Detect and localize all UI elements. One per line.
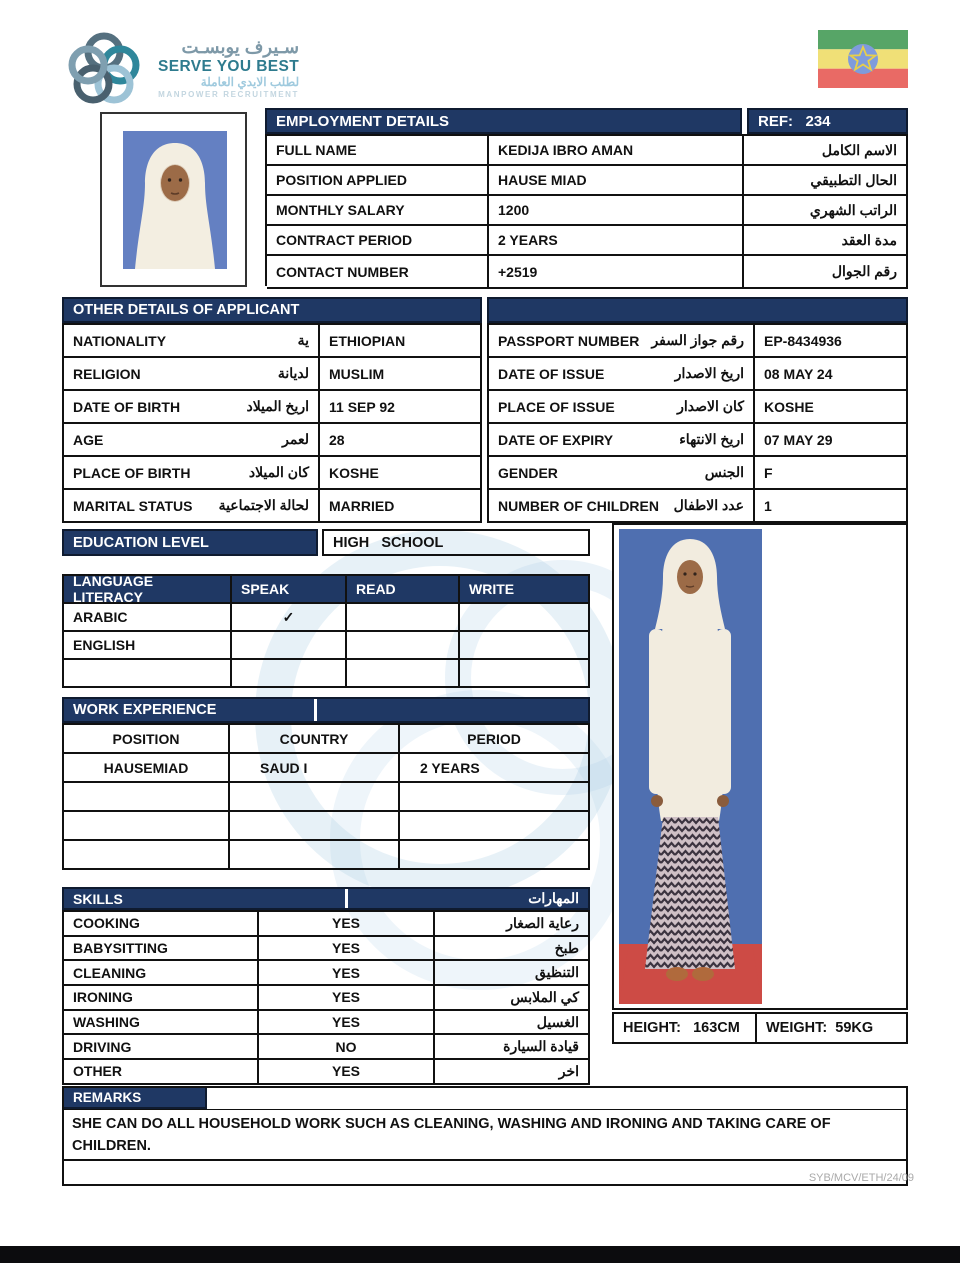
read-cell xyxy=(347,660,460,688)
field-label-arabic: لديانة xyxy=(277,365,309,381)
remarks-text-cell xyxy=(64,1109,906,1161)
language-name: ARABIC xyxy=(64,604,232,632)
speak-checkmark: ✓ xyxy=(232,604,347,632)
read-cell xyxy=(347,604,460,632)
full-body-photo xyxy=(619,529,762,1004)
write-cell xyxy=(460,632,590,660)
speak-cell xyxy=(232,632,347,660)
language-literacy-table xyxy=(62,574,590,688)
document-code: SYB/MCV/ETH/24/09 xyxy=(808,1172,914,1184)
work-experience-title: WORK EXPERIENCE xyxy=(73,702,217,718)
work-experience-table xyxy=(62,723,590,870)
field-label-arabic: الاسم الكامل xyxy=(744,136,908,166)
field-label-arabic: اريخ الاصدار xyxy=(674,365,744,381)
skill-label: COOKING xyxy=(64,912,259,937)
field-value: 08 MAY 24 xyxy=(755,358,908,391)
field-label-arabic: الجنس xyxy=(704,464,744,480)
skills-title: SKILLS xyxy=(73,890,123,907)
field-value: ETHIOPIAN xyxy=(320,325,482,358)
skill-label: BABYSITTING xyxy=(64,937,259,962)
portrait-photo xyxy=(123,131,227,269)
write-cell xyxy=(460,604,590,632)
field-value: 1200 xyxy=(489,196,744,226)
weight-value: WEIGHT: 59KG xyxy=(757,1014,908,1044)
skill-value: YES xyxy=(259,1060,435,1085)
skill-value: YES xyxy=(259,937,435,962)
skills-title-arabic: المهارات xyxy=(528,890,579,906)
skill-label: OTHER xyxy=(64,1060,259,1085)
field-value: HAUSE MIAD xyxy=(489,166,744,196)
skill-arabic: الغسيل xyxy=(435,1011,590,1036)
column-header: WRITE xyxy=(460,576,590,604)
field-label-arabic: كان الميلاد xyxy=(248,464,309,480)
employment-details-header xyxy=(265,108,742,134)
skill-label: IRONING xyxy=(64,986,259,1011)
period-cell xyxy=(400,783,590,812)
employment-table xyxy=(265,134,908,286)
field-label-arabic: كان الاصدار xyxy=(677,398,744,414)
field-label-arabic: اريخ الانتهاء xyxy=(679,431,744,447)
field-value: KOSHE xyxy=(755,391,908,424)
logo-english-subtitle: MANPOWER RECRUITMENT xyxy=(158,89,300,99)
column-header: POSITION xyxy=(64,725,230,754)
logo-arabic-title: سـيرف يوبسـت xyxy=(181,37,300,58)
country-cell xyxy=(230,783,400,812)
remarks-text: SHE CAN DO ALL HOUSEHOLD WORK SUCH AS CLEANING, WASHING AND IRONING AND TAKING CARE OF CHILDREN. xyxy=(72,1116,831,1154)
full-body-photo-frame xyxy=(612,523,908,1010)
employment-details-title: EMPLOYMENT DETAILS xyxy=(276,112,450,130)
skill-value: YES xyxy=(259,961,435,986)
ref-number-cell xyxy=(747,108,908,134)
skill-arabic: قيادة السيارة xyxy=(435,1035,590,1060)
header-divider xyxy=(345,889,348,908)
skill-label: CLEANING xyxy=(64,961,259,986)
logo-text-block xyxy=(158,22,299,114)
country-cell xyxy=(230,841,400,870)
field-value: EP-8434936 xyxy=(755,325,908,358)
field-label: GENDER xyxy=(498,464,558,481)
education-level-value: HIGH SCHOOL xyxy=(333,534,444,551)
read-cell xyxy=(347,632,460,660)
field-label-arabic: اريخ الميلاد xyxy=(246,398,309,414)
field-label-arabic: رقم جواز السفر xyxy=(651,332,744,348)
other-details-title: OTHER DETAILS OF APPLICANT xyxy=(73,302,300,318)
field-value: F xyxy=(755,457,908,490)
field-label: NATIONALITY xyxy=(73,332,167,349)
field-value: +2519 xyxy=(489,256,744,289)
field-label-arabic: مدة العقد xyxy=(744,226,908,256)
other-details-left-table xyxy=(62,323,482,523)
field-label-arabic: ية xyxy=(297,332,309,348)
remarks-empty-row xyxy=(64,1161,906,1183)
field-value: 28 xyxy=(320,424,482,457)
field-label-arabic: لعمر xyxy=(282,431,309,447)
field-value: KOSHE xyxy=(320,457,482,490)
skill-arabic: كي الملابس xyxy=(435,986,590,1011)
height-value: HEIGHT: 163CM xyxy=(614,1014,757,1044)
skill-label: WASHING xyxy=(64,1011,259,1036)
other-details-right-table xyxy=(487,323,908,523)
field-value: 11 SEP 92 xyxy=(320,391,482,424)
remarks-section xyxy=(62,1086,908,1186)
field-label: PLACE OF ISSUE xyxy=(498,398,615,415)
physical-stats-row xyxy=(612,1012,908,1044)
write-cell xyxy=(460,660,590,688)
field-label: DATE OF ISSUE xyxy=(498,365,605,382)
skill-label: DRIVING xyxy=(64,1035,259,1060)
education-level-header xyxy=(62,529,318,556)
position-cell xyxy=(64,841,230,870)
field-label: POSITION APPLIED xyxy=(267,166,489,196)
language-name: ENGLISH xyxy=(64,632,232,660)
column-header: READ xyxy=(347,576,460,604)
education-level-label: EDUCATION LEVEL xyxy=(73,534,209,551)
field-value: 2 YEARS xyxy=(489,226,744,256)
field-label: MARITAL STATUS xyxy=(73,497,193,514)
remarks-header xyxy=(64,1088,207,1109)
period-cell xyxy=(400,841,590,870)
skills-header xyxy=(62,887,590,910)
portrait-photo-frame xyxy=(100,112,247,287)
period-cell: 2 YEARS xyxy=(400,754,590,783)
field-label-arabic: الراتب الشهري xyxy=(744,196,908,226)
field-label: AGE xyxy=(73,431,104,448)
field-value: 07 MAY 29 xyxy=(755,424,908,457)
field-label: PASSPORT NUMBER xyxy=(498,332,640,349)
field-label: DATE OF BIRTH xyxy=(73,398,181,415)
country-cell: SAUD I xyxy=(230,754,400,783)
field-label: PLACE OF BIRTH xyxy=(73,464,191,481)
ref-number: REF: 234 xyxy=(758,112,831,130)
logo-arabic-subtitle: لطلب الايدي العاملة xyxy=(200,74,300,89)
page-bottom-bar xyxy=(0,1246,960,1263)
skills-table xyxy=(62,910,590,1085)
skill-value: YES xyxy=(259,1011,435,1036)
logo-knot-icon xyxy=(58,22,150,114)
other-details-header-right xyxy=(487,297,908,323)
field-label-arabic: الحال التطبيقي xyxy=(744,166,908,196)
field-label: NUMBER OF CHILDREN xyxy=(498,497,659,514)
field-label: CONTRACT PERIOD xyxy=(267,226,489,256)
position-cell: HAUSEMIAD xyxy=(64,754,230,783)
skill-arabic: رعاية الصغار xyxy=(435,912,590,937)
skill-arabic: اخر xyxy=(435,1060,590,1085)
skill-value: YES xyxy=(259,912,435,937)
language-name xyxy=(64,660,232,688)
field-label-arabic: لحالة الاجتماعية xyxy=(218,497,309,513)
period-cell xyxy=(400,812,590,841)
skill-value: YES xyxy=(259,986,435,1011)
skill-arabic: طبخ xyxy=(435,937,590,962)
field-label: CONTACT NUMBER xyxy=(267,256,489,289)
country-cell xyxy=(230,812,400,841)
column-header: PERIOD xyxy=(400,725,590,754)
field-label: RELIGION xyxy=(73,365,141,382)
logo-english-title: SERVE YOU BEST xyxy=(158,57,300,75)
field-label: DATE OF EXPIRY xyxy=(498,431,614,448)
remarks-title: REMARKS xyxy=(73,1090,142,1105)
ethiopia-flag-icon xyxy=(818,30,908,88)
education-level-value-cell xyxy=(322,529,590,556)
field-value: 1 xyxy=(755,490,908,523)
column-header: SPEAK xyxy=(232,576,347,604)
field-value: MARRIED xyxy=(320,490,482,523)
field-value: MUSLIM xyxy=(320,358,482,391)
header-divider xyxy=(314,699,317,721)
speak-cell xyxy=(232,660,347,688)
field-value: KEDIJA IBRO AMAN xyxy=(489,136,744,166)
field-label-arabic: عدد الاطفال xyxy=(673,497,744,513)
field-label-arabic: رقم الجوال xyxy=(744,256,908,289)
column-header: LANGUAGE LITERACY xyxy=(64,576,232,604)
position-cell xyxy=(64,812,230,841)
field-label: MONTHLY SALARY xyxy=(267,196,489,226)
other-details-header xyxy=(62,297,482,323)
column-header: COUNTRY xyxy=(230,725,400,754)
field-label: FULL NAME xyxy=(267,136,489,166)
work-experience-header xyxy=(62,697,590,723)
skill-value: NO xyxy=(259,1035,435,1060)
skill-arabic: التنظيق xyxy=(435,961,590,986)
position-cell xyxy=(64,783,230,812)
agency-logo xyxy=(58,22,299,114)
